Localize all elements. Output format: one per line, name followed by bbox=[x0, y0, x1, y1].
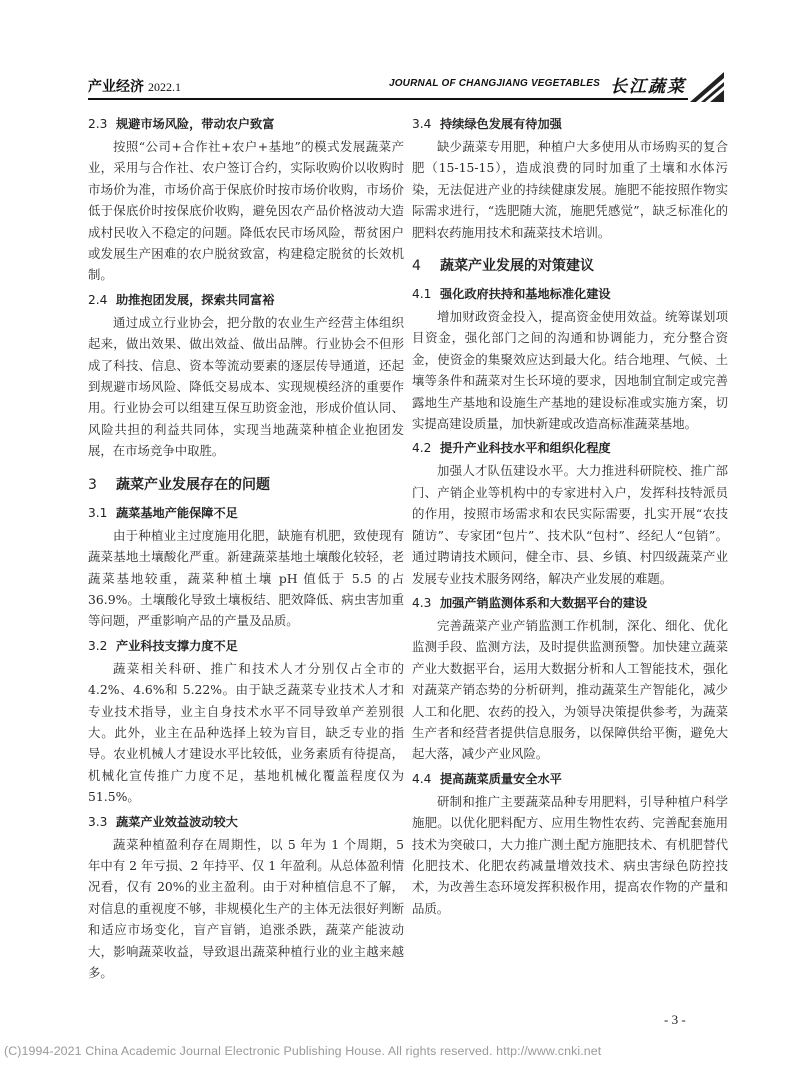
subsection-heading: 2.3 规避市场风险，带动农户致富 bbox=[88, 117, 275, 131]
paragraph: 缺少蔬菜专用肥，种植户大多使用从市场购买的复合肥（15-15-15），造成浪费的同时加重了土壤和水体污染，无法促进产业的持续健康发展。施肥不能按照作物实际需求进行，“选肥随大流，施肥凭感觉”，缺乏标准化的肥料农药施用技术和蔬菜技术培训。 bbox=[412, 139, 728, 240]
subsection-heading: 3.2 产业科技支撑力度不足 bbox=[88, 638, 238, 653]
subsection-heading: 3.4 持续绿色发展有待加强 bbox=[412, 117, 562, 131]
paragraph: 由于种植业主过度施用化肥，缺施有机肥，致使现有蔬菜基地土壤酸化严重。新建蔬菜基地土壤酸化较轻，老蔬菜基地较重，蔬菜种植土壤 pH 值低于 5.5 的占 36.9%。土壤酸化导致土壤板结、肥效降低、病虫害加重等问题，严重影响产品的产量及品质。 bbox=[88, 527, 404, 629]
journal-logo: 长江蔬菜 bbox=[610, 77, 686, 97]
paragraph: 蔬菜种植盈利存在周期性，以 5 年为 1 个周期，5 年中有 2 年亏损、2 年持平、仅 1 年盈利。从总体盈利情况看，仅有 20%的业主盈利。由于对种植信息不了解，对信息的重视度不够，非规模化生产的主体无法很好判断和适应市场变化，盲产盲销，追涨杀跌，蔬菜产能波动大，影响蔬菜收益，导致退出蔬菜种植行业的业主越来越多。 bbox=[88, 836, 404, 980]
section-name: 产业经济 bbox=[88, 79, 144, 95]
subsection-heading: 3.3 蔬菜产业效益波动较大 bbox=[88, 814, 238, 829]
paragraph: 研制和推广主要蔬菜品种专用肥料，引导种植户科学施肥。以优化肥料配方、应用生物性农药、完善配套施用技术为突破口，大力推广测土配方施肥技术、有机肥替代化肥技术、化肥农药减量增效技术、病虫害绿色防控技术，为改善生态环境发挥积极作用，提高农作物的产量和品质。 bbox=[412, 793, 728, 916]
copyright-footer: (C)1994-2021 China Academic Journal Electronic Publishing House. All rights reserved. http://www.cnki.net bbox=[4, 1044, 602, 1058]
subsection-heading: 2.4 助推抱团发展，探索共同富裕 bbox=[88, 292, 275, 307]
subsection-heading: 3.1 蔬菜基地产能保障不足 bbox=[88, 505, 238, 520]
subsection-heading: 4.4 提高蔬菜质量安全水平 bbox=[412, 771, 562, 786]
issue-number: 2022.1 bbox=[148, 80, 181, 94]
section-heading: 3 蔬菜产业发展存在的问题 bbox=[88, 476, 270, 493]
right-column bbox=[412, 110, 728, 919]
paragraph: 通过成立行业协会，把分散的农业生产经营主体组织起来，做出效果、做出效益、做出品牌。行业协会不但形成了科技、信息、资本等流动要素的逐层传导通道，还起到规避市场风险、降低交易成本、实现规模经济的重要作用。行业协会可以组建互保互助资金池，形成价值认同、风险共担的利益共同体，实现当地蔬菜种植企业抱团发展，在市场竞争中取胜。 bbox=[88, 314, 404, 459]
subsection-heading: 4.2 提升产业科技水平和组织化程度 bbox=[412, 441, 611, 456]
page-number: - 3 - bbox=[664, 1012, 686, 1027]
paragraph: 加强人才队伍建设水平。大力推进科研院校、推广部门、产销企业等机构中的专家进村入户，发挥科技特派员的作用，按照市场需求和农民实际需要，扎实开展“农技随访”、专家团“包片”、技术队“包村”、经纪人“包销”。通过聘请技术顾问，健全市、县、乡镇、村四级蔬菜产业发展专业技术服务网络，解决产业发展的难题。 bbox=[412, 463, 728, 586]
running-head-section bbox=[88, 76, 181, 96]
paragraph: 蔬菜相关科研、推广和技术人才分别仅占全市的 4.2%、4.6%和 5.22%。由于缺乏蔬菜专业技术人才和专业技术指导，业主自身技术水平不同导致单产差别很大。此外，业主在品种选择上较为盲目，缺乏专业的指导。农业机械人才建设水平比较低，业务素质有待提高，机械化宣传推广力度不足，基地机械化覆盖程度仅为 51.5%。 bbox=[88, 660, 404, 805]
corner-ornament-icon bbox=[690, 72, 724, 102]
section-heading: 4 蔬菜产业发展的对策建议 bbox=[412, 258, 594, 275]
header-rule bbox=[88, 98, 688, 100]
subsection-heading: 4.3 加强产销监测体系和大数据平台的建设 bbox=[412, 595, 648, 610]
paragraph: 增加财政资金投入，提高资金使用效益。统筹谋划项目资金，强化部门之间的沟通和协调能力，充分整合资金，使资金的集聚效应达到最大化。结合地理、气候、土壤等条件和蔬菜对生长环境的要求，因地制宜制定或完善露地生产基地和设施生产基地的建设标准或实施方案，切实提高建设质量，加快新建或改造高标准蔬菜基地。 bbox=[412, 309, 728, 432]
paragraph: 完善蔬菜产业产销监测工作机制，深化、细化、优化监测手段、监测方法，及时提供监测预警。加快建立蔬菜产业大数据平台，运用大数据分析和人工智能技术，强化对蔬菜产销态势的分析研判，推动蔬菜生产智能化，减少人工和化肥、农药的投入，为领导决策提供参考，为蔬菜生产者和经营者提供信息服务，以保障供给平衡，避免大起大落，减少产业风险。 bbox=[412, 617, 728, 762]
left-column bbox=[88, 110, 404, 983]
subsection-heading: 4.1 强化政府扶持和基地标准化建设 bbox=[412, 287, 611, 302]
paragraph: 按照“公司+合作社+农户+基地”的模式发展蔬菜产业，采用与合作社、农户签订合约，实际收购价以收购时市场价为准，市场价高于保底价时按市场价收购，市场价低于保底价时按保底价收购，避免因农产品价格波动大造成村民收入不稳定的问题。降低农民市场风险，帮贫困户或发展生产困难的农户脱贫致富，构建稳定脱贫的长效机制。 bbox=[88, 139, 404, 283]
journal-english-title: JOURNAL OF CHANGJIANG VEGETABLES bbox=[388, 78, 600, 89]
